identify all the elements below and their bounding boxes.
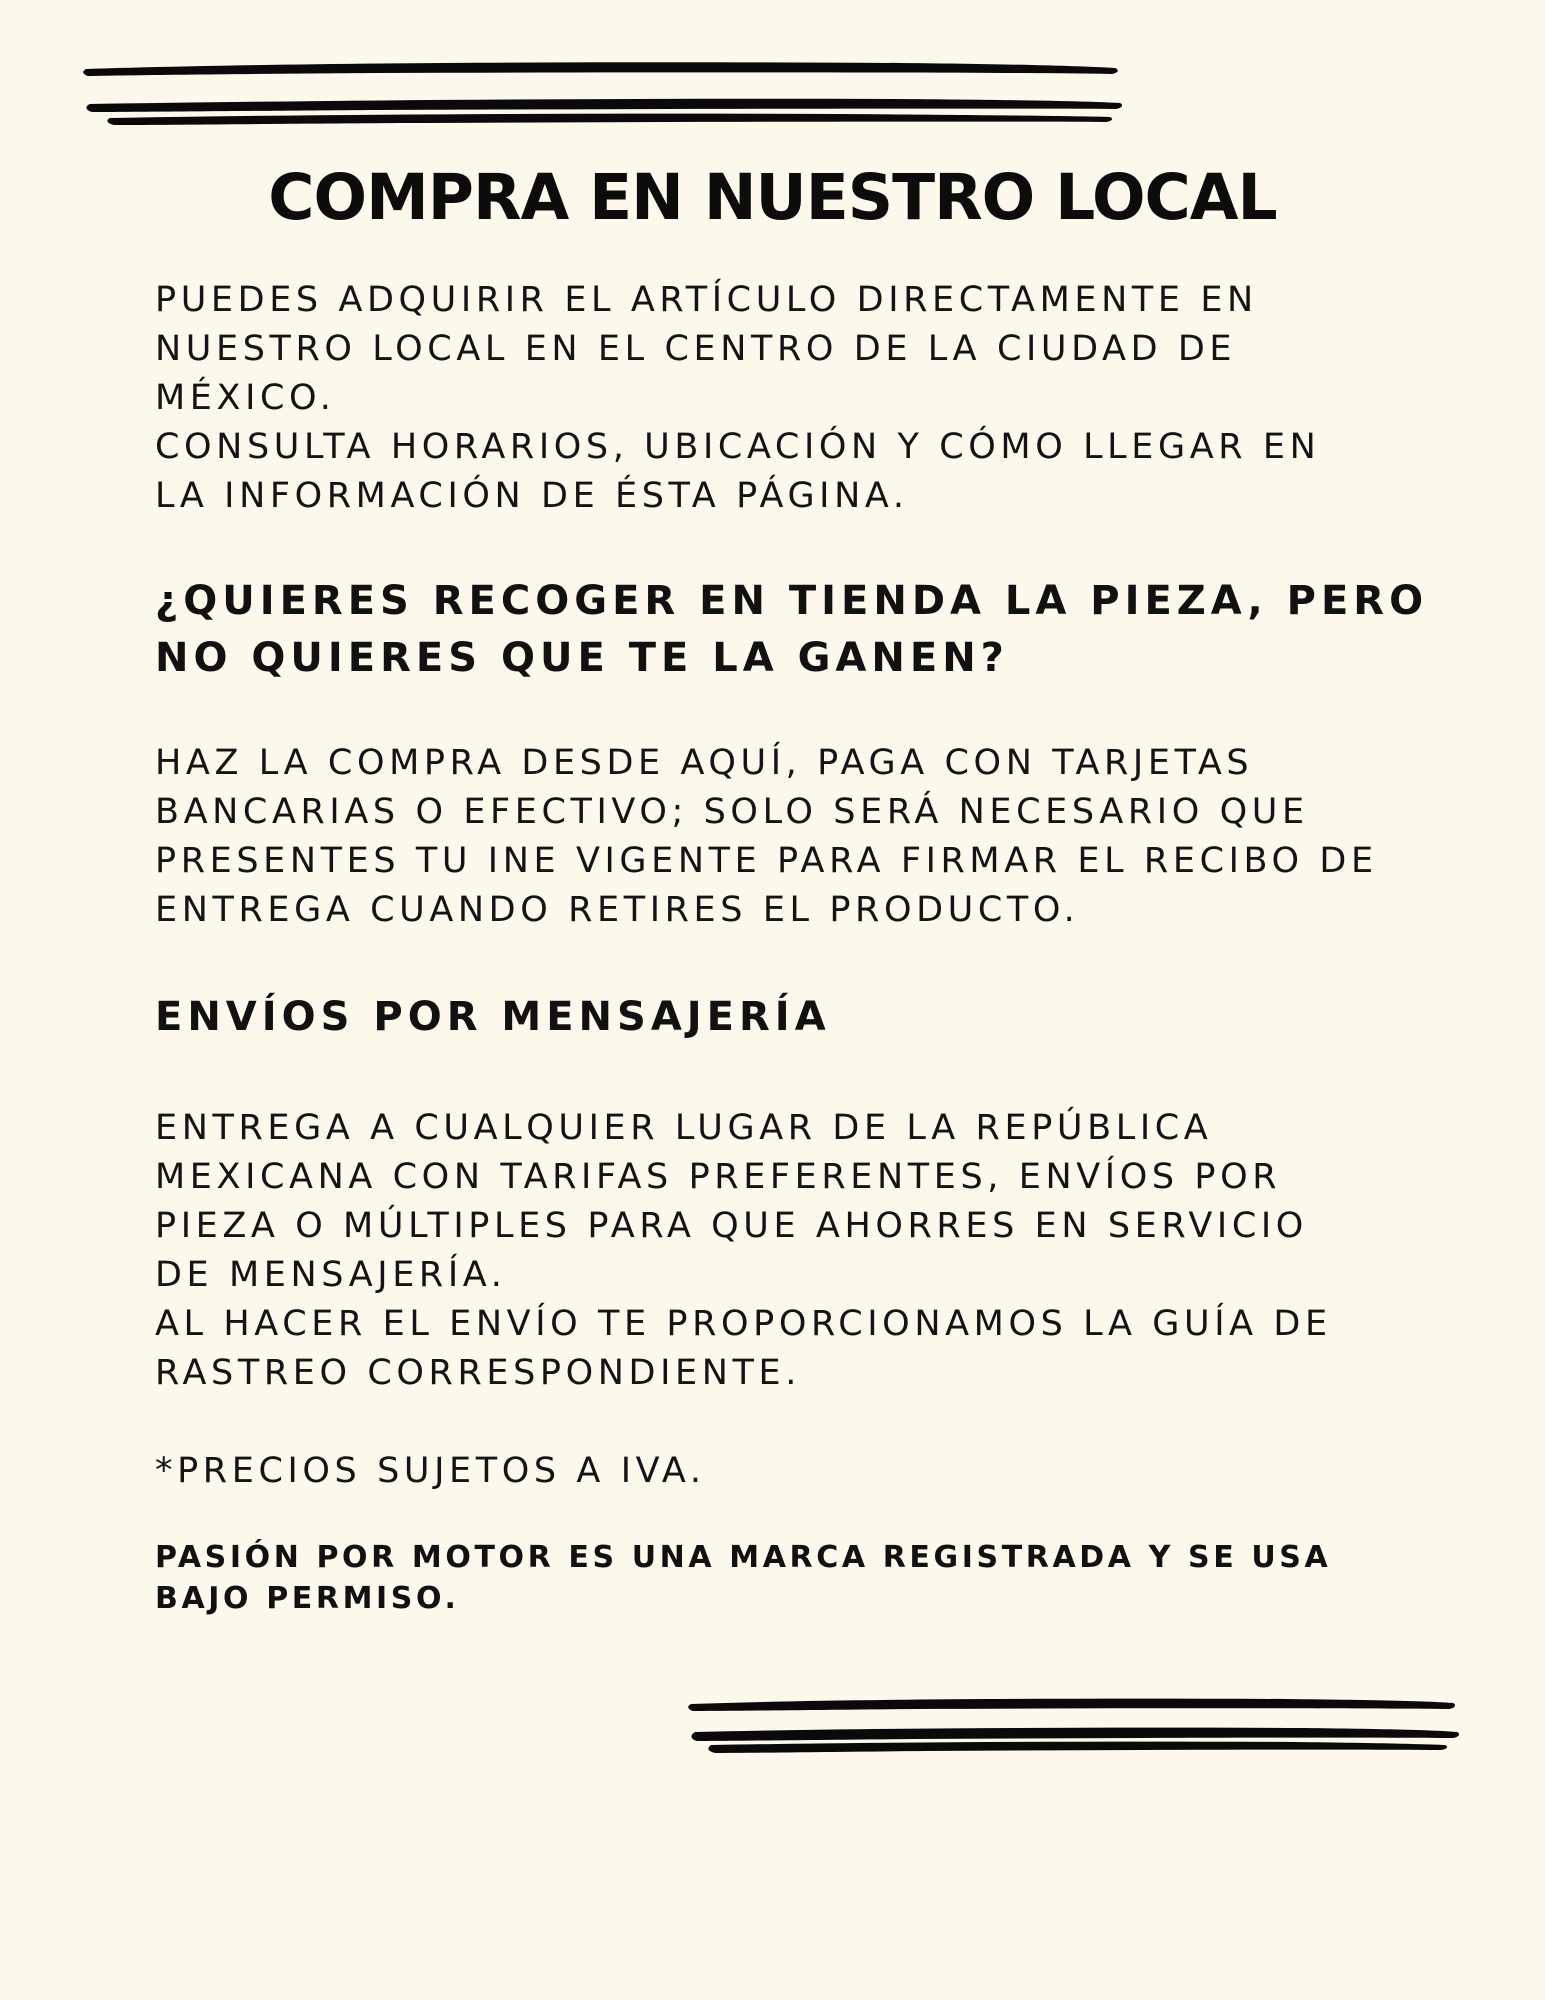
pickup-paragraph — [155, 739, 1455, 935]
intro-line: LA INFORMACIÓN DE ÉSTA PÁGINA. — [155, 476, 909, 516]
intro-line: CONSULTA HORARIOS, UBICACIÓN Y CÓMO LLEGAR EN — [155, 427, 1321, 467]
page-title: COMPRA EN NUESTRO LOCAL — [268, 161, 1277, 234]
price-note: *PRECIOS SUJETOS A IVA. — [155, 1451, 706, 1491]
shipping-paragraph — [155, 1104, 1455, 1398]
brush-stroke-top — [80, 55, 1130, 135]
shipping-heading: ENVÍOS POR MENSAJERÍA — [155, 994, 831, 1040]
pickup-line: PRESENTES TU INE VIGENTE PARA FIRMAR EL RECIBO DE — [155, 841, 1378, 881]
intro-paragraph — [155, 276, 1455, 521]
shipping-line: AL HACER EL ENVÍO TE PROPORCIONAMOS LA GUÍA DE — [155, 1304, 1332, 1344]
intro-line: MÉXICO. — [155, 378, 336, 418]
trademark-line: BAJO PERMISO. — [155, 1581, 460, 1616]
shipping-line: RASTREO CORRESPONDIENTE. — [155, 1353, 801, 1393]
shipping-line: DE MENSAJERÍA. — [155, 1255, 507, 1295]
pickup-line: BANCARIAS O EFECTIVO; SOLO SERÁ NECESARIO QUE — [155, 792, 1309, 832]
brush-stroke-bottom — [685, 1690, 1465, 1770]
content-column — [155, 276, 1455, 1619]
intro-line: NUESTRO LOCAL EN EL CENTRO DE LA CIUDAD DE — [155, 329, 1237, 369]
shipping-line: PIEZA O MÚLTIPLES PARA QUE AHORRES EN SERVICIO — [155, 1206, 1308, 1246]
pickup-heading — [155, 573, 1455, 687]
pickup-line: ENTREGA CUANDO RETIRES EL PRODUCTO. — [155, 890, 1080, 930]
shipping-line: MEXICANA CON TARIFAS PREFERENTES, ENVÍOS POR — [155, 1157, 1282, 1197]
pickup-heading-line: ¿QUIERES RECOGER EN TIENDA LA PIEZA, PERO — [155, 578, 1429, 624]
pickup-line: HAZ LA COMPRA DESDE AQUÍ, PAGA CON TARJETAS — [155, 743, 1254, 783]
shipping-line: ENTREGA A CUALQUIER LUGAR DE LA REPÚBLICA — [155, 1108, 1213, 1148]
trademark-line: PASIÓN POR MOTOR ES UNA MARCA REGISTRADA Y SE USA — [155, 1540, 1332, 1575]
trademark-note — [155, 1537, 1455, 1619]
pickup-heading-line: NO QUIERES QUE TE LA GANEN? — [155, 635, 1009, 681]
intro-line: PUEDES ADQUIRIR EL ARTÍCULO DIRECTAMENTE EN — [155, 280, 1258, 320]
